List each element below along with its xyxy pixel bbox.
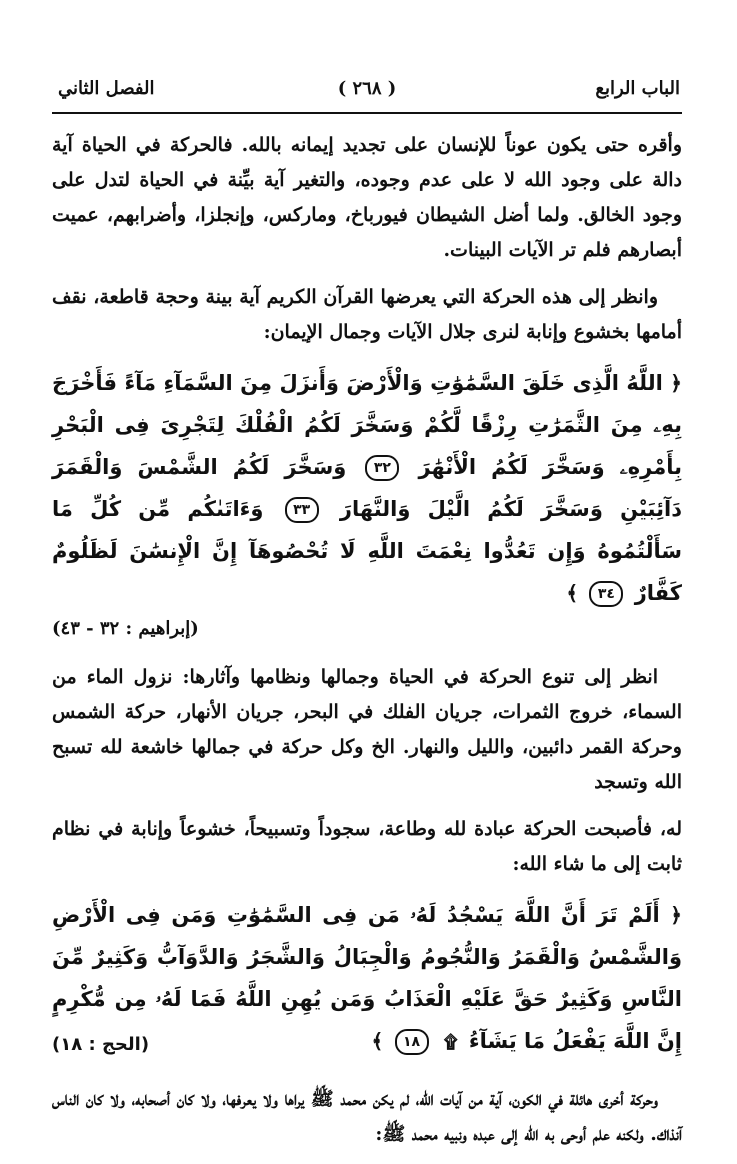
verse-open-bracket-2: ﴿ — [670, 903, 682, 927]
paragraph-3: انظر إلى تنوع الحركة في الحياة وجمالها ونظامها وآثارها: نزول الماء من السماء، خروج الثمرات، جريان الفلك في البحر، جريان الأنهار، حركة الشمس وحركة القمر دائبين، والليل والنهار. الخ وكل حركة في جمالها خاشعة لله تسبح الله وتسجد — [52, 666, 682, 793]
header-rule — [52, 112, 682, 114]
aya-number-32: ٣٢ — [365, 455, 399, 481]
paragraph-1: وأقره حتى يكون عوناً للإنسان على تجديد إيمانه بالله. فالحركة في الحياة آية دالة على وجود الله لا على عدم وجوده، والتغير آية بيِّنة في الحياة لتدل على وجود الخالق. ولما أضل الشيطان فيورباخ، وماركس، وإنجلزا، وأضرابهم، عميت أبصارهم فلم تر الآيات البينات. — [52, 134, 682, 261]
book-page — [52, 78, 682, 1164]
paragraph-5: وحركة أخرى هائلة في الكون، آية من آيات الله، لم يكن محمد ﷺ يراها ولا يعرفها، ولا كان أصحابه، ولا كان الناس آنذاك. ولكنه علم أوحى به الله إلى عبده ونبيه محمد ﷺ: — [52, 1088, 682, 1145]
sajda-icon: ۩ — [443, 1032, 458, 1053]
section-title: الفصل الثاني — [58, 78, 155, 99]
paragraph-2: وانظر إلى هذه الحركة التي يعرضها القرآن الكريم آية بينة وحجة قاطعة، نقف أمامها بخشوع وإنابة لنرى جلال الآيات وجمال الإيمان: — [52, 286, 682, 343]
verse-close-bracket: ﴾ — [566, 581, 579, 605]
page-number: ( ٢٦٨ ) — [337, 78, 397, 99]
verse-text-34: وَءَاتَىٰكُم مِّن كُلِّ مَا سَأَلْتُمُوهُ وَإِن تَعُدُّوا نِعْمَتَ اللَّهِ لَا تُحْصُوهَآ إِنَّ الْإِنسَٰنَ لَظَلُومٌ كَفَّارٌ — [52, 497, 682, 605]
verse-text-33: وَسَخَّرَ لَكُمُ الشَّمْسَ وَالْقَمَرَ دَآئِبَيْنِ وَسَخَّرَ لَكُمُ الَّيْلَ وَالنَّهَارَ — [52, 455, 682, 521]
aya-number-33: ٣٣ — [285, 497, 319, 523]
aya-number-34: ٣٤ — [589, 581, 623, 607]
running-header — [52, 78, 682, 108]
verse-close-bracket-2: ﴾ — [371, 1029, 384, 1053]
citation-ibrahim: (إبراهيم : ٣٢ - ٤٣) — [52, 618, 199, 639]
aya-number-18: ١٨ — [395, 1029, 429, 1055]
verse-text-18: أَلَمْ تَرَ أَنَّ اللَّهَ يَسْجُدُ لَهُۥ مَن فِى السَّمَٰوَٰتِ وَمَن فِى الْأَرْضِ وَالشَّمْسُ وَالْقَمَرُ وَالنُّجُومُ وَالْجِبَالُ وَالشَّجَرُ وَالدَّوَآبُّ وَكَثِيرٌ مِّنَ النَّاسِ وَكَثِيرٌ حَقَّ عَلَيْهِ الْعَذَابُ وَمَن يُهِنِ اللَّهُ فَمَا لَهُۥ مِن مُّكْرِمٍ إِنَّ اللَّهَ يَفْعَلُ مَا يَشَآءُ — [52, 903, 682, 1053]
quran-verse-hajj — [52, 894, 682, 1064]
quran-verse-ibrahim — [52, 362, 682, 614]
citation-hajj: (الحج : ١٨) — [52, 1034, 150, 1055]
chapter-title: الباب الرابع — [595, 78, 680, 99]
verse-text-32: اللَّهُ الَّذِى خَلَقَ السَّمَٰوَٰتِ وَالْأَرْضَ وَأَنزَلَ مِنَ السَّمَآءِ مَآءً فَأَخْرَجَ بِهِۦ مِنَ الثَّمَرَٰتِ رِزْقًا لَّكُمْ وَسَخَّرَ لَكُمُ الْفُلْكَ لِتَجْرِىَ فِى الْبَحْرِ بِأَمْرِهِۦ وَسَخَّرَ لَكُمُ الْأَنْهَٰرَ — [52, 371, 682, 479]
paragraph-4: له، فأصبحت الحركة عبادة لله وطاعة، سجوداً وتسبيحاً، خشوعاً وإنابة في نظام ثابت إلى ما شاء الله: — [52, 818, 682, 875]
verse-open-bracket: ﴿ — [670, 371, 683, 395]
